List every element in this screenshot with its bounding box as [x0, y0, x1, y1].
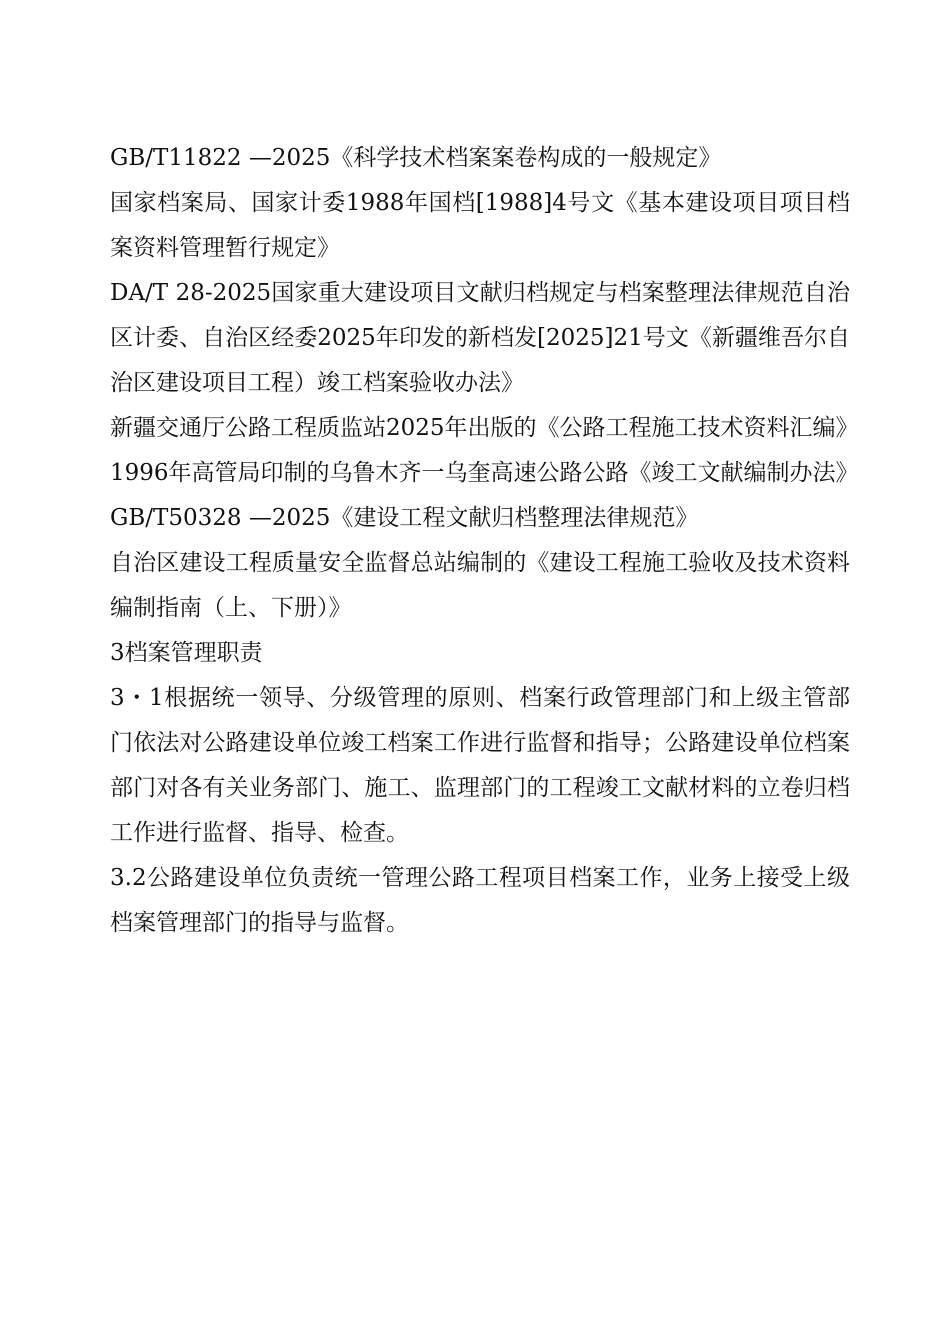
document-body [110, 136, 859, 946]
reference-guodang-1988: 国家档案局、国家计委1988年国档[1988]4号文《基本建设项目项目档案资料管理暂行规定》 [110, 190, 850, 261]
reference-gb-t50328: GB/T50328 —2025《建设工程文献归档整理法律规范》 [110, 505, 699, 531]
clause-3-1: 3・1根据统一领导、分级管理的原则、档案行政管理部门和上级主管部门依法对公路建设单位竣工档案工作进行监督和指导；公路建设单位档案部门对各有关业务部门、施工、监理部门的工程竣工文献材料的立卷归档工作进行监督、指导、检查。 [110, 685, 850, 846]
section-heading-3: 3档案管理职责 [110, 640, 263, 666]
clause-3-2: 3.2公路建设单位负责统一管理公路工程项目档案工作，业务上接受上级档案管理部门的指导与监督。 [110, 865, 850, 936]
reference-xinjiang-highway-compilation: 新疆交通厅公路工程质监站2025年出版的《公路工程施工技术资料汇编》 [110, 415, 859, 441]
reference-construction-guide: 自治区建设工程质量安全监督总站编制的《建设工程施工验收及技术资料编制指南（上、下册）》 [110, 550, 850, 621]
reference-1996-expressway-method: 1996年高管局印制的乌鲁木齐一乌奎高速公路公路《竣工文献编制办法》 [110, 460, 859, 486]
reference-gb-t11822: GB/T11822 —2025《科学技术档案案卷构成的一般规定》 [110, 145, 722, 171]
reference-da-t-28: DA/T 28-2025国家重大建设项目文献归档规定与档案整理法律规范自治区计委、自治区经委2025年印发的新档发[2025]21号文《新疆维吾尔自治区建设项目工程）竣工档案验收办法》 [110, 280, 850, 396]
